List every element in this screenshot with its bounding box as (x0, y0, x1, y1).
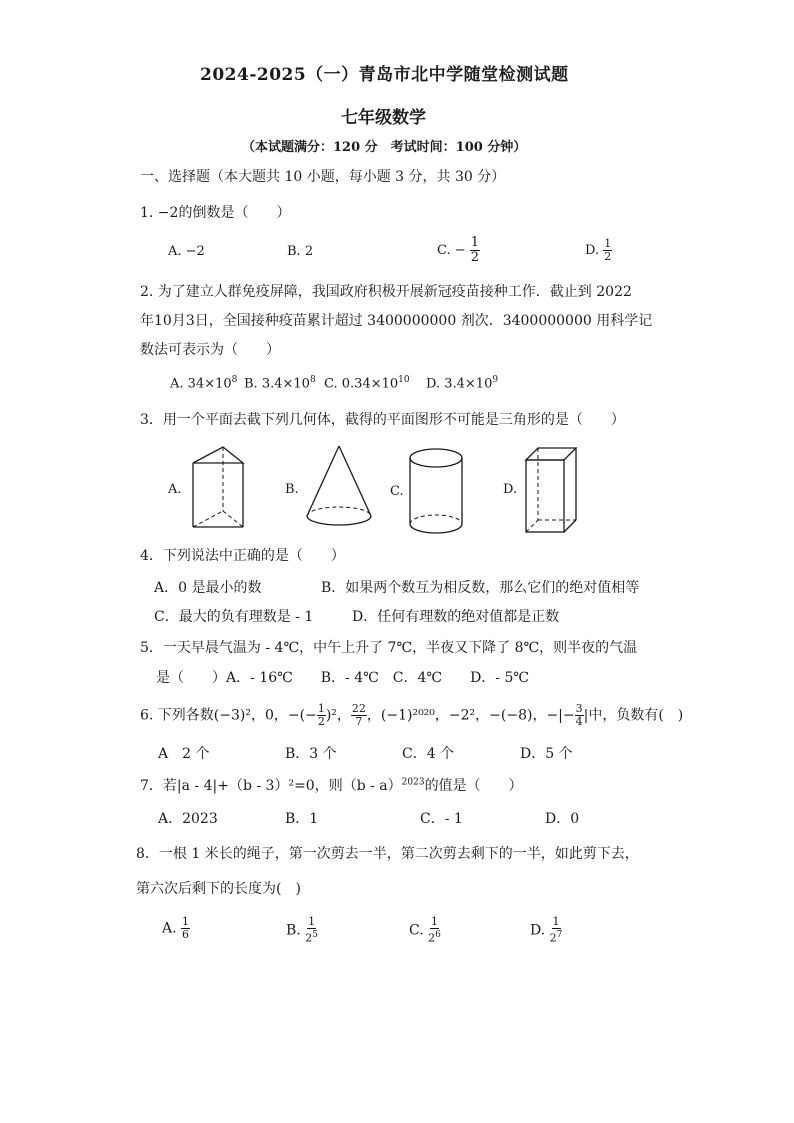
q3-stem: 3．用一个平面去截下列几何体，截得的平面图形不可能是三角形的是（ ） (140, 412, 625, 428)
exam-meta: （本试题满分：120 分 考试时间：100 分钟） (242, 140, 527, 155)
q6-stem: 6. 下列各数(−3)²，0，−(− $\frac{1}{2}$ )²， $\frac{22}{7}$ ，(−1)²⁰²⁰，−2²，−(−8)，−|− $\frac{3}{4}$ |中，负数有( ) (140, 702, 684, 728)
q4-option-c: C．最大的负有理数是 - 1 (154, 609, 314, 625)
q1-option-c: C. − $\frac{1}{2}$ (437, 235, 480, 265)
q8-option-d: D. $\frac{1}{2^7}$ (530, 915, 563, 945)
q6-option-d: D．5 个 (520, 746, 573, 762)
q7-option-b: B．1 (285, 811, 319, 827)
q2-line-2: 年10月3日，全国接种疫苗累计超过 3400000000 剂次．3400000000 用科学记 (140, 313, 653, 329)
q2-option-a: A. $34\times 10^8$ (170, 375, 238, 392)
q4-option-a: A．0 是最小的数 (154, 580, 262, 596)
q6-option-a: A 2 个 (158, 746, 210, 762)
q6-option-b: B．3 个 (285, 746, 337, 762)
q8-option-a: A. $\frac{1}{6}$ (162, 915, 190, 941)
section-heading: 一、选择题（本大题共 10 小题，每小题 3 分，共 30 分） (140, 169, 506, 185)
q1-option-d: D. $\frac{1}{2}$ (585, 237, 612, 263)
q1-stem: 1. −2的倒数是（ ） (140, 205, 291, 221)
q8-line-1: 8．一根 1 米长的绳子，第一次剪去一半，第二次剪去剩下的一半，如此剪下去， (136, 846, 639, 862)
q2-option-b: B. $3.4\times 10^8$ (244, 375, 316, 392)
triangular-prism-figure (188, 445, 248, 535)
q1-option-b: B. 2 (287, 244, 314, 259)
q7-option-d: D．0 (545, 811, 580, 827)
cylinder-figure (408, 446, 468, 538)
q4-option-d: D．任何有理数的绝对值都是正数 (352, 609, 560, 625)
q8-line-2: 第六次后剩下的长度为( ) (136, 881, 301, 897)
q5-line-1: 5．一天早晨气温为 - 4℃，中午上升了 7℃，半夜又下降了 8℃，则半夜的气温 (140, 640, 638, 656)
rectangular-prism-figure (522, 446, 582, 538)
cone-figure (305, 446, 375, 536)
q3-option-d-label: D. (503, 482, 518, 497)
q7-option-a: A．2023 (158, 811, 218, 827)
q4-stem: 4．下列说法中正确的是（ ） (140, 548, 345, 564)
q4-option-b: B．如果两个数互为相反数，那么它们的绝对值相等 (321, 580, 640, 596)
q7-option-c: C．- 1 (420, 811, 463, 827)
q3-option-c-label: C. (390, 484, 404, 499)
q7-stem: 7．若|a - 4|+（b - 3）²=0，则（b - a）$^{2023}$的值是（ ） (140, 777, 523, 794)
q5-line-2: 是（ ）A．- 16℃ B．- 4℃ C．4℃ D．- 5℃ (156, 670, 530, 686)
q3-option-a-label: A. (168, 482, 182, 497)
exam-title: 2024-2025（一）青岛市北中学随堂检测试题 (200, 65, 569, 85)
q6-option-c: C．4 个 (402, 746, 455, 762)
q8-option-b: B. $\frac{1}{2^5}$ (286, 915, 318, 945)
q2-line-1: 2. 为了建立人群免疫屏障，我国政府积极开展新冠疫苗接种工作．截止到 2022 (140, 284, 632, 300)
q2-option-c: C. $0.34\times 10^{10}$ (324, 375, 410, 392)
q2-option-d: D. $3.4\times 10^9$ (426, 375, 499, 392)
exam-subject: 七年级数学 (341, 108, 426, 128)
q1-option-a: A. −2 (168, 244, 205, 259)
q3-option-b-label: B. (285, 482, 299, 497)
q2-line-3: 数法可表示为（ ） (140, 342, 280, 358)
q8-option-c: C. $\frac{1}{2^6}$ (409, 915, 441, 945)
